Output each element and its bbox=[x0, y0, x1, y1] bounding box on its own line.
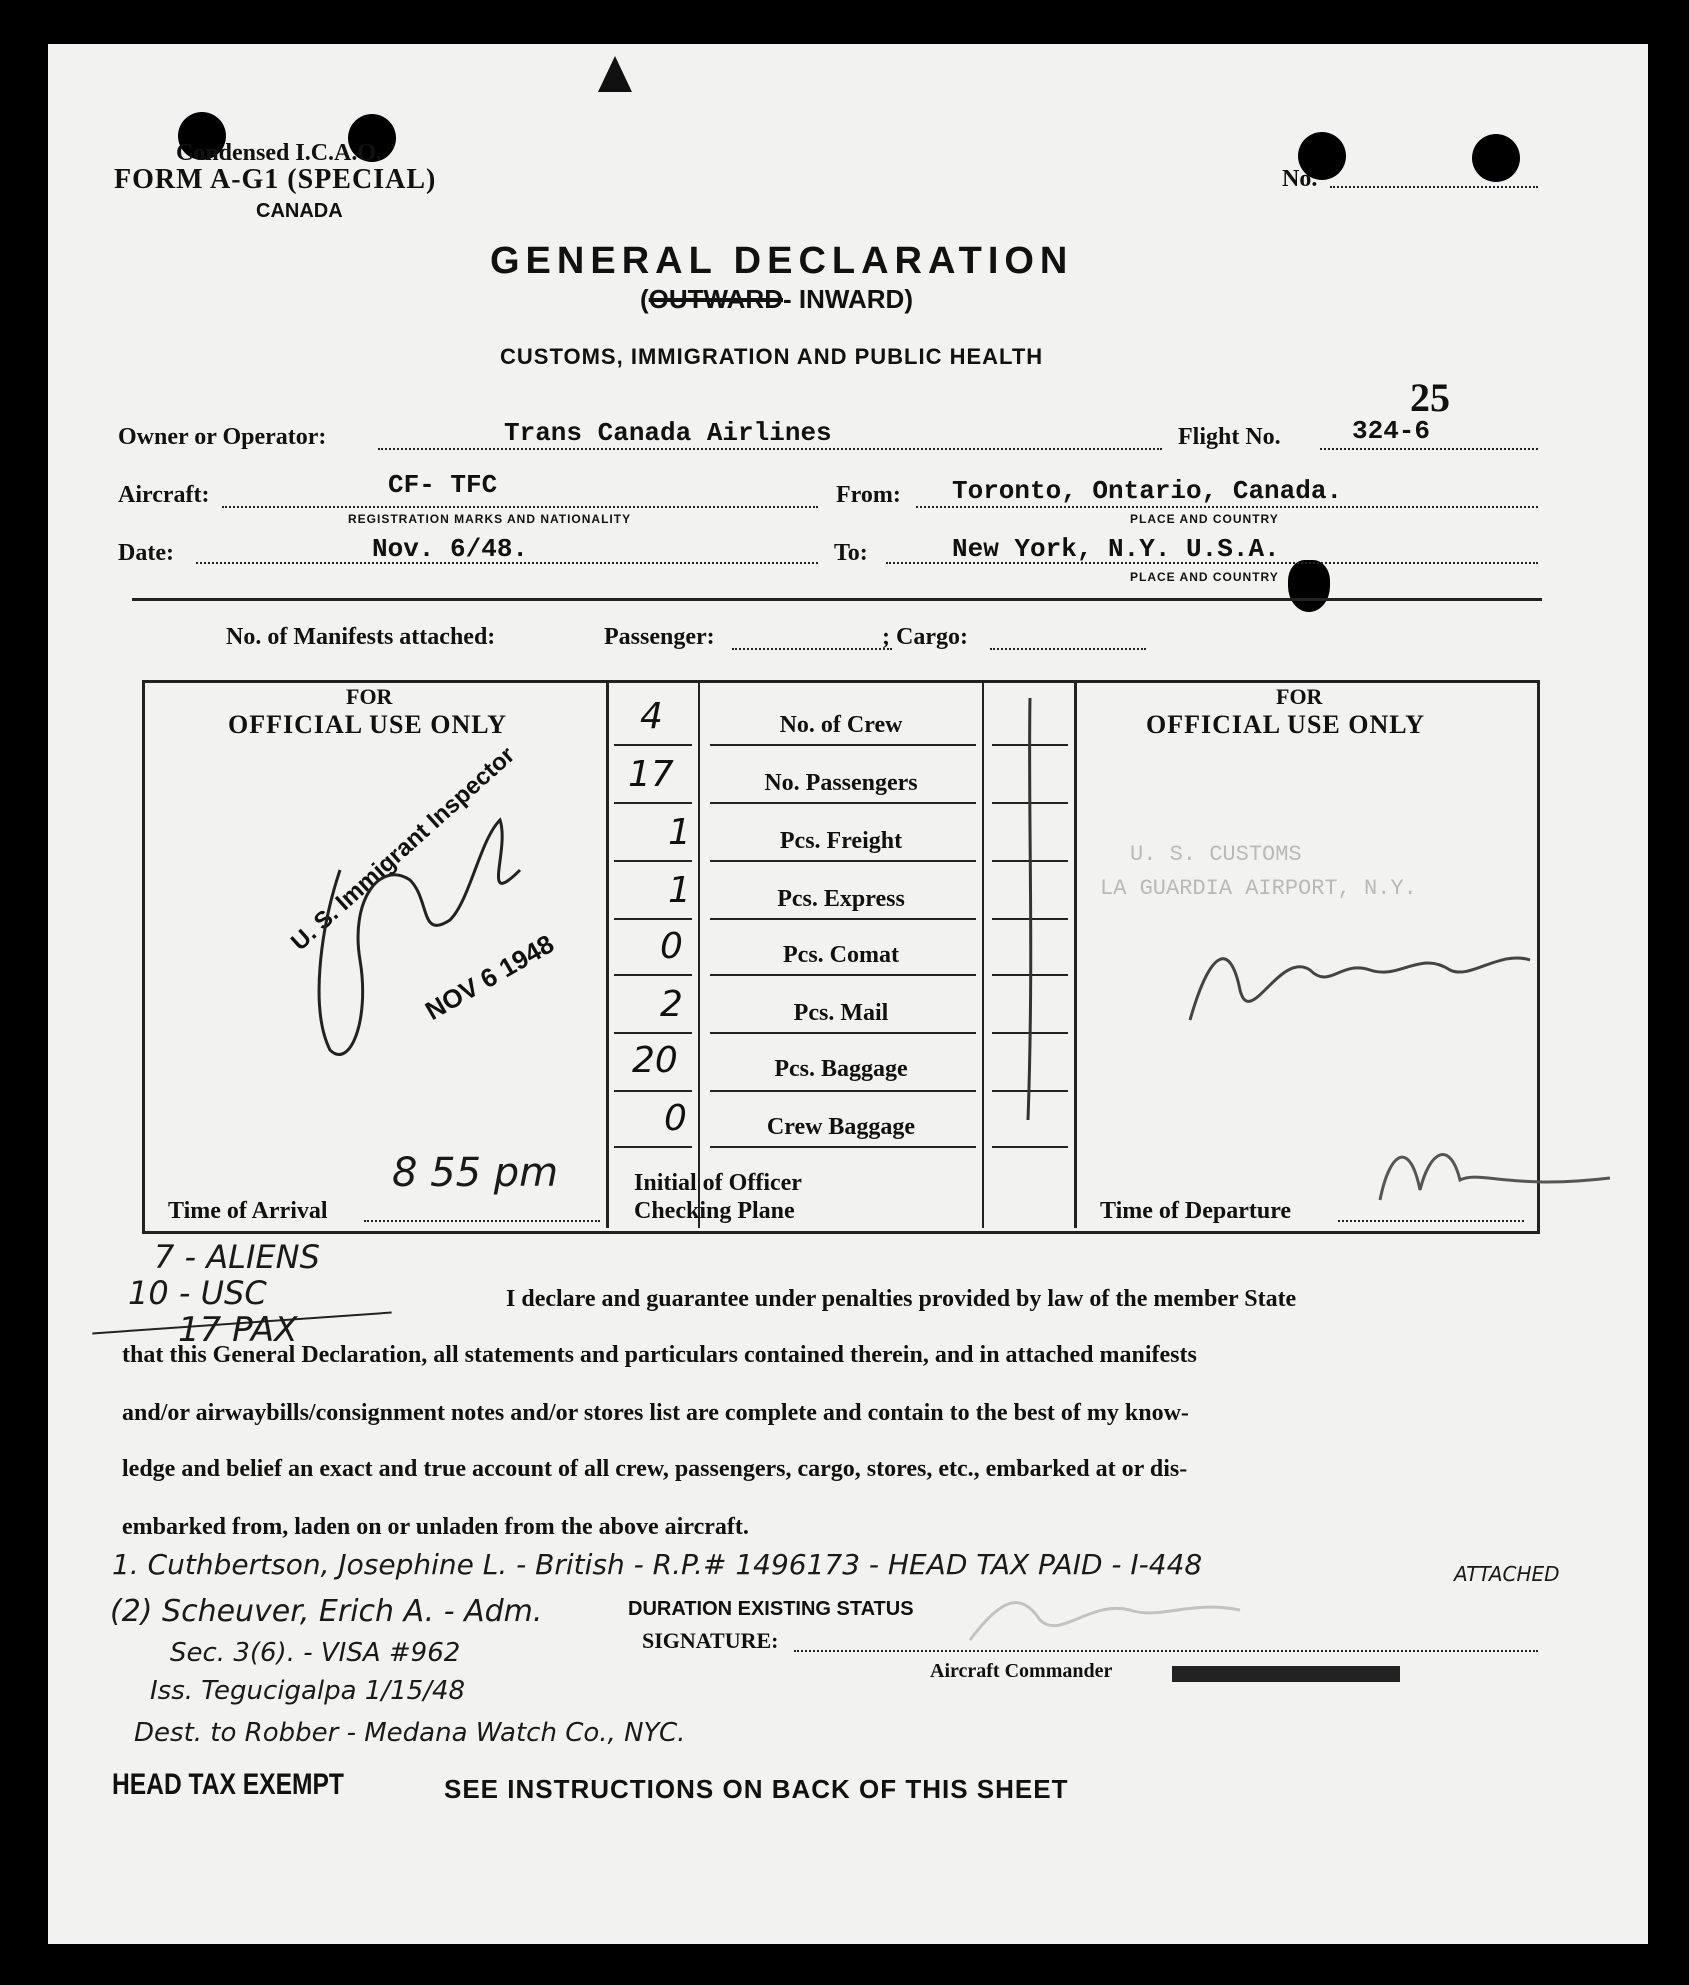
count-passengers[interactable]: 17 bbox=[628, 754, 674, 795]
row-label-baggage: Pcs. Baggage bbox=[774, 1056, 908, 1082]
row-rule bbox=[614, 1090, 692, 1092]
row-rule bbox=[710, 744, 976, 746]
declaration-line-4: ledge and belief an exact and true account of all crew, passengers, cargo, stores, etc., embarked at or dis- bbox=[122, 1456, 1188, 1482]
row-label-freight: Pcs. Freight bbox=[779, 828, 903, 854]
right-official: OFFICIAL USE ONLY bbox=[1146, 710, 1425, 739]
time-departure-line bbox=[1338, 1220, 1524, 1222]
row-rule bbox=[710, 860, 976, 862]
declaration-line-2: that this General Declaration, all statements and particulars contained therein, and in attached manifests bbox=[122, 1342, 1197, 1368]
row-label-comat: Pcs. Comat bbox=[783, 942, 899, 968]
time-arrival-label: Time of Arrival bbox=[168, 1198, 328, 1224]
table-divider-4 bbox=[1074, 680, 1077, 1228]
page-subtitle bbox=[640, 284, 913, 315]
owner-value[interactable]: Trans Canada Airlines bbox=[504, 418, 832, 448]
left-for: FOR bbox=[346, 684, 393, 709]
time-arrival-line bbox=[364, 1220, 600, 1222]
flight-label: Flight No. bbox=[1178, 424, 1281, 450]
row-rule bbox=[992, 1146, 1068, 1148]
aircraft-line bbox=[222, 506, 818, 508]
initial-line2: Checking Plane bbox=[634, 1198, 795, 1224]
cargo-label: ; Cargo: bbox=[882, 624, 968, 650]
declaration-line-5: embarked from, laden on or unladen from the above aircraft. bbox=[122, 1514, 749, 1540]
entry-cuthbertson-attached: ATTACHED bbox=[1454, 1562, 1560, 1586]
count-comat[interactable]: 0 bbox=[660, 926, 683, 967]
from-caption: PLACE AND COUNTRY bbox=[1130, 512, 1279, 526]
owner-label: Owner or Operator: bbox=[118, 424, 327, 450]
row-rule bbox=[710, 802, 976, 804]
page-number: 25 bbox=[1410, 375, 1450, 420]
row-rule bbox=[710, 1146, 976, 1148]
passenger-label: Passenger: bbox=[604, 624, 715, 650]
count-mail[interactable]: 2 bbox=[660, 984, 683, 1025]
section-title: CUSTOMS, IMMIGRATION AND PUBLIC HEALTH bbox=[500, 344, 1044, 369]
signature-label: SIGNATURE: bbox=[642, 1628, 779, 1653]
left-official: OFFICIAL USE ONLY bbox=[228, 710, 507, 739]
date-value[interactable]: Nov. 6/48. bbox=[372, 534, 529, 564]
count-crew[interactable]: 4 bbox=[640, 696, 663, 737]
condensed-label: Condensed I.C.A.O. bbox=[176, 140, 383, 166]
row-rule bbox=[710, 1090, 976, 1092]
count-freight[interactable]: 1 bbox=[668, 812, 691, 853]
declaration-line-3: and/or airwaybills/consignment notes and/or stores list are complete and contain to the best of my know- bbox=[122, 1400, 1189, 1426]
commander-label: Aircraft Commander bbox=[930, 1660, 1113, 1682]
table-divider-1 bbox=[606, 680, 609, 1228]
row-label-express: Pcs. Express bbox=[777, 886, 905, 912]
row-label-crew: No. of Crew bbox=[779, 712, 903, 738]
flight-value[interactable]: 324-6 bbox=[1352, 416, 1431, 446]
aircraft-caption: REGISTRATION MARKS AND NATIONALITY bbox=[348, 512, 632, 526]
instructions-note: SEE INSTRUCTIONS ON BACK OF THIS SHEET bbox=[444, 1774, 1069, 1804]
time-arrival-value[interactable]: 8 55 pm bbox=[392, 1150, 559, 1196]
aircraft-label: Aircraft: bbox=[118, 482, 210, 508]
no-label: No. bbox=[1282, 166, 1318, 192]
page-title: GENERAL DECLARATION bbox=[490, 240, 1074, 282]
form-label: FORM A-G1 (SPECIAL) bbox=[114, 164, 437, 195]
flight-line bbox=[1320, 448, 1538, 450]
row-rule bbox=[614, 1032, 692, 1034]
tally-aliens: 7 - ALIENS bbox=[154, 1238, 320, 1276]
manifests-label: No. of Manifests attached: bbox=[226, 624, 496, 650]
head-tax-stamp: HEAD TAX EXEMPT bbox=[112, 1768, 344, 1801]
aircraft-value[interactable]: CF- TFC bbox=[388, 470, 498, 500]
punch-hole-4 bbox=[1472, 134, 1520, 182]
date-label: Date: bbox=[118, 540, 174, 566]
inspector-signature bbox=[280, 780, 530, 1080]
row-rule bbox=[614, 1146, 692, 1148]
commander-signature bbox=[960, 1580, 1260, 1650]
row-rule bbox=[710, 918, 976, 920]
customs-stamp-ghost: LA GUARDIA AIRPORT, N.Y. bbox=[1100, 876, 1417, 901]
time-departure-label: Time of Departure bbox=[1100, 1198, 1292, 1224]
subtitle-open: ( bbox=[640, 284, 649, 314]
customs-signature bbox=[1170, 910, 1550, 1050]
entry-cuthbertson: 1. Cuthbertson, Josephine L. - British - R.P.# 1496173 - HEAD TAX PAID - I-448 bbox=[112, 1548, 1203, 1581]
to-caption: PLACE AND COUNTRY bbox=[1130, 570, 1279, 584]
entry-scheuver-sec: Sec. 3(6). - VISA #962 bbox=[170, 1638, 461, 1668]
no-field[interactable] bbox=[1330, 186, 1538, 188]
tally-usc: 10 - USC bbox=[128, 1274, 267, 1312]
count-crew-baggage[interactable]: 0 bbox=[664, 1098, 687, 1139]
row-rule bbox=[614, 918, 692, 920]
ink-blot bbox=[1288, 560, 1330, 612]
signature-field[interactable] bbox=[794, 1650, 1538, 1652]
tick-marks bbox=[1000, 690, 1060, 1130]
cargo-field[interactable] bbox=[990, 648, 1146, 650]
to-value[interactable]: New York, N.Y. U.S.A. bbox=[952, 534, 1280, 564]
row-rule bbox=[710, 974, 976, 976]
entry-scheuver-iss: Iss. Tegucigalpa 1/15/48 bbox=[150, 1676, 466, 1706]
count-baggage[interactable]: 20 bbox=[632, 1040, 678, 1081]
right-for: FOR bbox=[1276, 684, 1323, 709]
entry-scheuver-dest: Dest. to Robber - Medana Watch Co., NYC. bbox=[134, 1718, 686, 1748]
row-label-crew-baggage: Crew Baggage bbox=[766, 1114, 916, 1140]
table-divider-2 bbox=[698, 680, 700, 1228]
passenger-field[interactable] bbox=[732, 648, 892, 650]
tally-pax: 17 PAX bbox=[178, 1310, 298, 1350]
from-line bbox=[916, 506, 1538, 508]
declaration-line-1: I declare and guarantee under penalties provided by law of the member State bbox=[506, 1286, 1297, 1312]
entry-scheuver: (2) Scheuver, Erich A. - Adm. bbox=[110, 1594, 543, 1629]
stamp-date: NOV 6 1948 bbox=[420, 928, 559, 1026]
row-label-passengers: No. Passengers bbox=[764, 770, 918, 796]
to-label: To: bbox=[834, 540, 868, 566]
immigration-stamp: U. S. Immigrant Inspector bbox=[286, 741, 521, 957]
from-value[interactable]: Toronto, Ontario, Canada. bbox=[952, 476, 1343, 506]
duration-stamp: DURATION EXISTING STATUS bbox=[628, 1598, 914, 1620]
row-rule bbox=[614, 974, 692, 976]
row-rule bbox=[614, 744, 692, 746]
commander-redaction bbox=[1172, 1666, 1400, 1682]
row-label-mail: Pcs. Mail bbox=[793, 1000, 889, 1026]
row-rule bbox=[614, 802, 692, 804]
owner-line bbox=[378, 448, 1162, 450]
subtitle-rest: - INWARD) bbox=[783, 284, 913, 314]
subtitle-struck: OUTWARD bbox=[648, 284, 783, 314]
header-rule bbox=[132, 598, 1542, 601]
count-express[interactable]: 1 bbox=[668, 870, 691, 911]
table-divider-3 bbox=[982, 680, 984, 1228]
row-rule bbox=[710, 1032, 976, 1034]
country-label: CANADA bbox=[256, 200, 343, 222]
from-label: From: bbox=[836, 482, 901, 508]
row-rule bbox=[614, 860, 692, 862]
departure-initials bbox=[1370, 1130, 1620, 1210]
initial-line1: Initial of Officer bbox=[634, 1170, 802, 1196]
customs-stamp-ghost: U. S. CUSTOMS bbox=[1130, 842, 1302, 867]
